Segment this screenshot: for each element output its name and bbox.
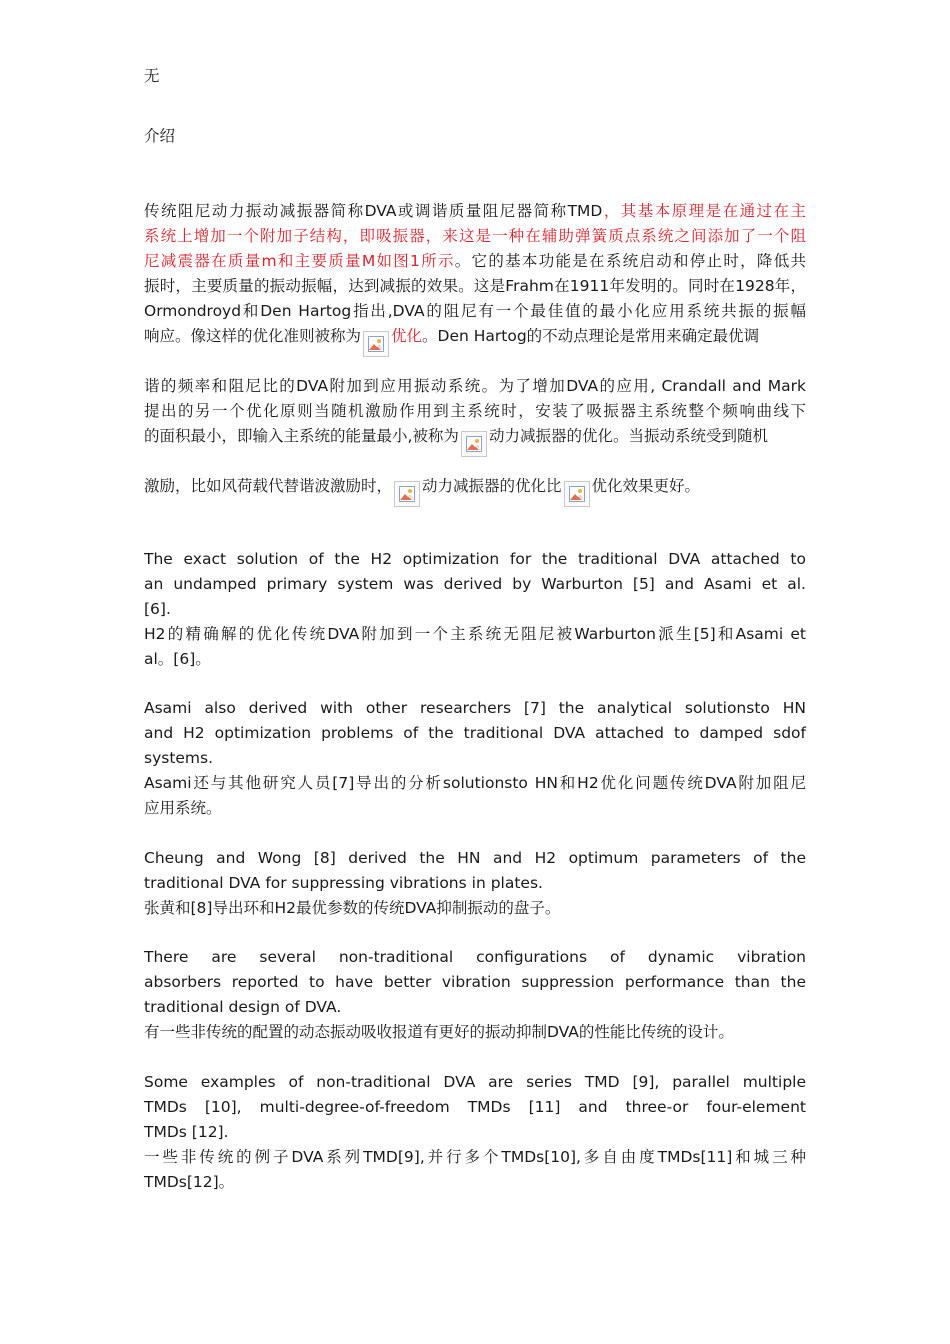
heading-none: 无 xyxy=(144,67,160,85)
broken-image-icon xyxy=(363,331,389,357)
p1-line-4: 振时，主要质量的振动振幅，达到减振的效果。这是Frahm在1911年发明的。同时在1928年， xyxy=(144,277,806,295)
p1-line-8: 提出的另一个优化原则当随机激励作用到主系统时，安装了吸振器主系统整个频响曲线下 xyxy=(144,402,806,420)
broken-image-icon xyxy=(564,481,590,507)
paragraph-intro-dva xyxy=(144,199,806,499)
red-highlight: ，其基本原理是在通过在主 xyxy=(602,202,806,220)
paragraph-asami-analytical: Asami also derived with other researchers [7] the analytical solutionsto HN and H2 optimization problems of the traditional DVA attached to damped sdof systems. Asami还与其他研究人员[7]导出的分析solutionsto HN和H2优化问题传统DVA附加阻尼 应用系统。 xyxy=(144,699,806,817)
paragraph-non-traditional-examples: Some examples of non-traditional DVA are series TMD [9], parallel multiple TMDs [10], multi-degree-of-freedom TMDs [11] and three-or four-element TMDs [12]. 一些非传统的例子DVA系列TMD[9],并行多个TMDs[10],多自由度TMDs[11]和城三种 TMDs[12]。 xyxy=(144,1073,806,1191)
paragraph-h2-exact-solution: The exact solution of the H2 optimization for the traditional DVA attached to an undamped primary system was derived by Warburton [5] and Asami et al. [6]. H2的精确解的优化传统DVA附加到一个主系统无阻尼被Warburton派生[5]和Asami et al。[6]。 xyxy=(144,550,806,668)
broken-image-icon xyxy=(394,481,420,507)
paragraph-non-traditional-configs: There are several non-traditional configurations of dynamic vibration absorbers reported to have better vibration suppression performance than the traditional design of DVA. 有一些非传统的配置的动态振动吸收报道有更好的振动抑制DVA的性能比传统的设计。 xyxy=(144,948,806,1041)
p1-line-5: Ormondroyd和Den Hartog指出,DVA的阻尼有一个最佳值的最小化应用系统共振的振幅 xyxy=(144,302,806,320)
paragraph-cheung-wong: Cheung and Wong [8] derived the HN and H2 optimum parameters of the traditional DVA for suppressing vibrations in plates. 张黄和[8]导出环和H2最优参数的传统DVA抑制振动的盘子。 xyxy=(144,849,806,917)
heading-intro: 介绍 xyxy=(144,127,176,145)
p1-line-6: 响应。像这样的优化准则被称为 优化。Den Hartog的不动点理论是常用来确定最优调 xyxy=(144,324,806,374)
p1-line-2: 系统上增加一个附加子结构，即吸振器，来这是一种在辅助弹簧质点系统之间添加了一个阻 xyxy=(144,227,806,245)
broken-image-icon xyxy=(461,431,487,457)
p1-line-7: 谐的频率和阻尼比的DVA附加到应用振动系统。为了增加DVA的应用, Crandall and Mark xyxy=(144,377,806,395)
p1-line-9: 的面积最小，即输入主系统的能量最小,被称为 动力减振器的优化。当振动系统受到随机 xyxy=(144,424,806,474)
p1-line-3: 尼减震器在质量m和主要质量M如图1所示。它的基本功能是在系统启动和停止时，降低共 xyxy=(144,252,806,270)
red-highlight: 尼减震器在质量m和主要质量M如图1所示 xyxy=(144,252,455,270)
p1-line-10: 激励，比如风荷载代替谐波激励时， 动力减振器的优化比 优化效果更好。 xyxy=(144,474,806,499)
p1-line-1: 传统阻尼动力振动减振器简称DVA或调谐质量阻尼器简称TMD，其基本原理是在通过在主 xyxy=(144,202,806,220)
